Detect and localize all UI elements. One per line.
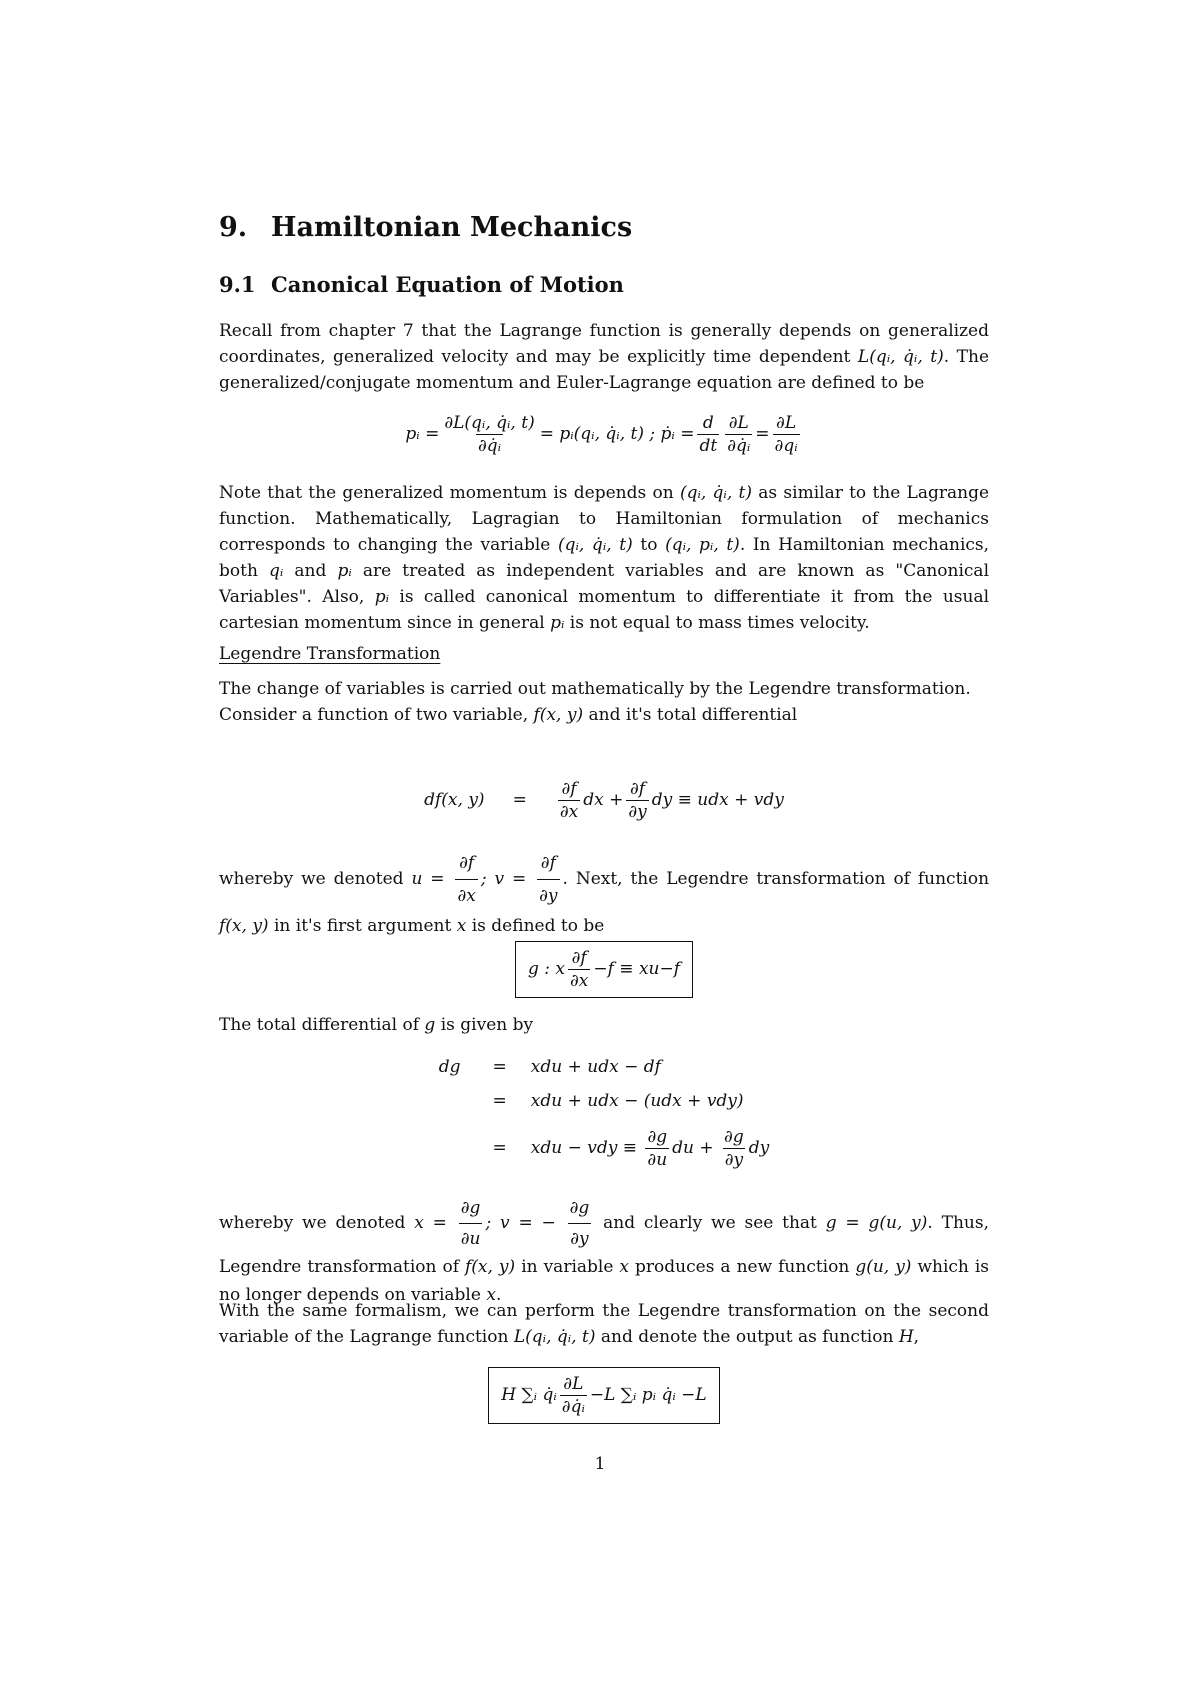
para2-t7: is called canonical momentum to differentiate it from the usual cartesian momentum since in general [219, 587, 990, 633]
eq3-num: ∂f [571, 947, 587, 968]
eq1-den2: dt [699, 435, 718, 456]
eq4-row3-eq: = [492, 1138, 507, 1158]
para7-num1: ∂g [460, 1198, 481, 1218]
section-number: 9.1 [219, 272, 256, 297]
para7-den2: ∂y [568, 1223, 590, 1253]
para5-fraction-1 [455, 848, 477, 911]
para5-den1: ∂x [455, 879, 477, 911]
para5-t3: in it's first argument [273, 916, 452, 936]
para7-num2: ∂g [569, 1198, 590, 1218]
para5-fraction-2 [537, 848, 559, 911]
para2-t5: and [294, 561, 327, 581]
eq1-fraction-3 [725, 413, 752, 456]
para2-t1: Note that the generalized momentum is depends on [219, 483, 674, 503]
para7-t1: whereby we denoted [219, 1213, 406, 1233]
eq2-b: dy ≡ udx + vdy [651, 790, 784, 810]
eq1-den4: ∂qᵢ [774, 435, 798, 456]
para5-t1: whereby we denoted [219, 869, 404, 889]
aligned-row-1 [429, 1050, 779, 1084]
eq3-fraction [568, 948, 590, 991]
para2-t2: as similar to the Lagrange function. Mathematically, Lagragian to Hamiltonian formulation of mechanics corresponds to changing the variable [219, 483, 990, 555]
para7-m7: x [486, 1285, 496, 1305]
eq5-b: −L ∑ᵢ pᵢ q̇ᵢ −L [589, 1385, 707, 1405]
eq3-a: g : x [527, 959, 565, 979]
paragraph-g-function [219, 1194, 989, 1309]
eq1-fraction-1 [442, 413, 536, 456]
eq1-num2: d [702, 412, 714, 433]
para2-m5: pᵢ [337, 561, 352, 581]
eq1-fraction-4 [773, 413, 800, 456]
eq1-den3: ∂q̇ᵢ [727, 435, 751, 456]
para5-m3: f(x, y) [219, 916, 269, 936]
chapter-title [219, 212, 632, 243]
para5-num2: ∂f [540, 853, 556, 873]
eq2-num2: ∂f [630, 778, 646, 799]
para8-m1: L(qᵢ, q̇ᵢ, t) [513, 1327, 596, 1347]
para5-num1: ∂f [459, 853, 475, 873]
paragraph-change-of-variables [219, 676, 989, 728]
eq1-num3: ∂L [728, 412, 749, 433]
para2-m1: (qᵢ, q̇ᵢ, t) [679, 483, 752, 503]
paragraph-intro [219, 318, 989, 396]
paragraph-hamiltonian-intro [219, 1298, 989, 1350]
para4-t2: and it's total differential [588, 705, 798, 725]
para6-t1: The total differential of [219, 1015, 419, 1035]
para5-t2: . Next, the Legendre transformation of function [562, 869, 990, 889]
eq1-mid: = pᵢ(qᵢ, q̇ᵢ, t) ; ṗᵢ = [539, 424, 695, 444]
eq5-fraction [560, 1374, 587, 1417]
para7-m6: g(u, y) [855, 1257, 912, 1277]
para2-t6: are treated as independent variables and are known as "Canonical Variables". Also, [219, 561, 990, 607]
eq2-den2: ∂y [628, 801, 647, 822]
eq1-num4: ∂L [776, 412, 797, 433]
eq4-den2: ∂y [724, 1149, 744, 1170]
para7-fraction-2 [568, 1194, 592, 1253]
eq1-fraction-2 [697, 413, 719, 456]
aligned-row-3 [429, 1118, 779, 1178]
eq4-row1-eq: = [492, 1057, 507, 1077]
para7-t4: in variable [521, 1257, 614, 1277]
para4-t1: Consider a function of two variable, [219, 705, 529, 725]
eq4-fraction-1 [645, 1127, 669, 1170]
eq1-lhs: pᵢ = [405, 424, 440, 444]
boxed-equation-h [488, 1367, 719, 1424]
para6-t2: is given by [440, 1015, 534, 1035]
para5-t4: is defined to be [471, 916, 605, 936]
eq4-row1-rhs: xdu + udx − df [530, 1057, 661, 1077]
eq5-den: ∂q̇ᵢ [561, 1396, 585, 1417]
para4-m1: f(x, y) [533, 705, 584, 725]
eq2-lhs: df(x, y) [424, 790, 485, 810]
para2-t4: . In Hamiltonian mechanics, both [219, 535, 990, 581]
para7-t3: . Thus, Legendre transformation of [219, 1213, 990, 1277]
boxed-equation-g [515, 941, 693, 998]
paragraph-legendre-definition [219, 848, 989, 941]
para7-m3: g = g(u, y) [825, 1213, 928, 1233]
eq4-row3-c: dy [748, 1137, 770, 1158]
para7-den1: ∂u [459, 1223, 483, 1253]
equation-hamiltonian-boxed [219, 1364, 989, 1426]
para7-t6: which is no longer depends on variable [219, 1257, 990, 1305]
eq3-b: −f ≡ xu−f [593, 959, 681, 979]
eq4-row2-rhs: xdu + udx − (udx + vdy) [530, 1091, 744, 1111]
para7-t2: and clearly we see that [603, 1213, 817, 1233]
equation-legendre-boxed [219, 938, 989, 1000]
para5-m2: ; v = [480, 869, 527, 889]
chapter-number: 9. [219, 212, 248, 243]
equation-dg-aligned [219, 1050, 989, 1178]
para7-m1: x = [414, 1213, 447, 1233]
eq3-den: ∂x [569, 970, 589, 991]
para2-t8: is not equal to mass times velocity. [569, 613, 870, 633]
eq2-equals: = [512, 790, 527, 810]
eq5-num: ∂L [563, 1373, 584, 1394]
eq4-row3-a: xdu − vdy ≡ [530, 1137, 637, 1158]
eq4-num1: ∂g [647, 1126, 668, 1147]
para2-m6: pᵢ [374, 587, 390, 607]
para7-fraction-1 [459, 1194, 483, 1253]
para7-t7: . [495, 1285, 502, 1305]
para2-t3: to [640, 535, 658, 555]
para7-m2: ; v = − [485, 1213, 556, 1233]
para1-text-b: . The generalized/conjugate momentum and Euler-Lagrange equation are defined to be [219, 347, 990, 393]
eq2-den1: ∂x [559, 801, 579, 822]
para8-t2: and denote the output as function [600, 1327, 894, 1347]
equation-momentum [219, 404, 989, 464]
eq1-den1: ∂q̇ᵢ [477, 435, 502, 456]
eq4-row2-eq: = [492, 1091, 507, 1111]
aligned-equations [429, 1050, 779, 1178]
eq2-a: dx + [583, 790, 624, 810]
para5-m1: u = [411, 869, 445, 889]
para5-den2: ∂y [537, 879, 559, 911]
equation-total-differential [219, 770, 989, 830]
paragraph-total-differential-g [219, 1012, 989, 1038]
eq2-fraction-1 [558, 779, 580, 822]
paragraph-momentum-note [219, 480, 989, 636]
para7-m5: x [619, 1257, 630, 1277]
eq2-fraction-2 [626, 779, 648, 822]
eq1-equals: = [755, 424, 770, 444]
eq4-fraction-2 [722, 1127, 746, 1170]
eq4-den1: ∂u [647, 1149, 668, 1170]
para1-text-a: Recall from chapter 7 that the Lagrange function is generally depends on generalized coordinates, generalized velocity and may be explicitly time dependent [219, 321, 989, 367]
eq5-a: H ∑ᵢ q̇ᵢ [501, 1385, 557, 1405]
para1-math-a: L(qᵢ, q̇ᵢ, t) [857, 347, 944, 367]
para8-t3: , [913, 1327, 920, 1347]
page-number: 1 [594, 1454, 606, 1474]
para6-m1: g [424, 1015, 436, 1035]
para2-m3: (qᵢ, pᵢ, t) [665, 535, 740, 555]
para7-t5: produces a new function [635, 1257, 850, 1277]
eq2-num1: ∂f [561, 778, 577, 799]
eq1-num1: ∂L(qᵢ, q̇ᵢ, t) [444, 412, 535, 433]
para8-m2: H [898, 1327, 914, 1347]
section-title-text: Canonical Equation of Motion [271, 272, 624, 297]
subheading-legendre: Legendre Transformation [219, 644, 441, 664]
para3-text: The change of variables is carried out mathematically by the Legendre transformation. [219, 679, 971, 699]
para8-t1: With the same formalism, we can perform the Legendre transformation on the second variable of the Lagrange function [219, 1301, 989, 1347]
eq4-row1-lhs: dg [438, 1057, 461, 1077]
para5-m4: x [456, 916, 467, 936]
para7-m4: f(x, y) [465, 1257, 516, 1277]
chapter-title-text: Hamiltonian Mechanics [271, 212, 633, 243]
aligned-row-2 [429, 1084, 779, 1118]
para2-m2: (qᵢ, q̇ᵢ, t) [557, 535, 633, 555]
para2-m4: qᵢ [269, 561, 284, 581]
eq4-num2: ∂g [724, 1126, 744, 1147]
section-title [219, 272, 624, 297]
para2-m7: pᵢ [550, 613, 565, 633]
eq4-row3-b: du + [672, 1137, 714, 1158]
